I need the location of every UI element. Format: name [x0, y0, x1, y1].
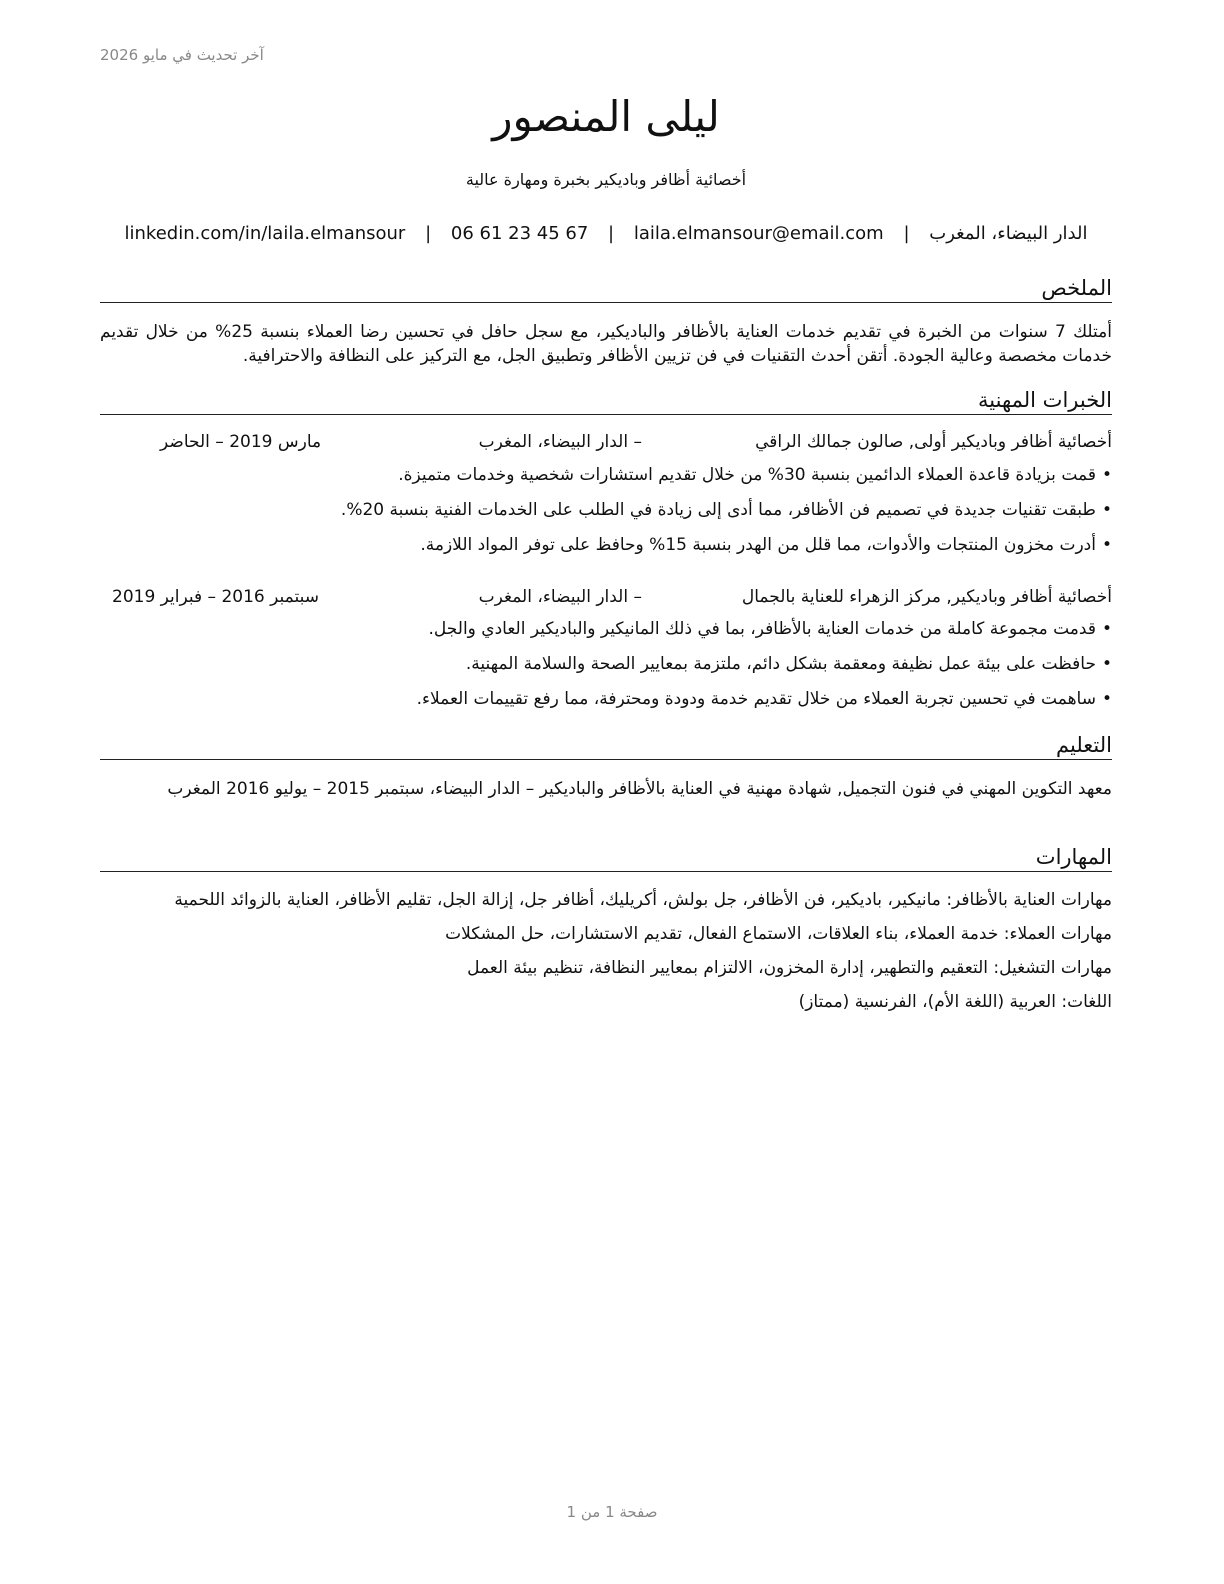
candidate-name: ليلى المنصور [492, 92, 720, 141]
contact-separator: | [608, 223, 615, 244]
experience-heading: الخبرات المهنية [100, 388, 1112, 415]
job-bullet-text: قدمت مجموعة كاملة من خدمات العناية بالأظافر، بما في ذلك المانيكير والباديكير العادي والجل. [428, 619, 1096, 639]
job-dates: مارس 2019 – الحاضر [160, 432, 322, 452]
job-title: أخصائية أظافر وباديكير أولى, صالون جمالك الراقي [755, 432, 1112, 452]
job-bullet: •ساهمت في تحسين تجربة العملاء من خلال تقديم خدمة ودودة ومحترفة، مما رفع تقييمات العملاء. [416, 689, 1112, 709]
contact-location: الدار البيضاء، المغرب [929, 223, 1088, 244]
job-bullet-text: أدرت مخزون المنتجات والأدوات، مما قلل من الهدر بنسبة 15% وحافظ على توفر المواد اللازمة. [420, 535, 1096, 555]
summary-heading: الملخص [100, 276, 1112, 303]
job-dates: سبتمبر 2016 – فبراير 2019 [112, 587, 319, 607]
job-bullet-text: طبقت تقنيات جديدة في تصميم فن الأظافر، مما أدى إلى زيادة في الطلب على الخدمات الفنية بنسبة 20%. [340, 500, 1096, 520]
job-location: – الدار البيضاء، المغرب [478, 432, 642, 452]
skill-item: مهارات العملاء: خدمة العملاء، بناء العلاقات، الاستماع الفعال، تقديم الاستشارات، حل المشكلات [445, 924, 1112, 944]
skills-list [100, 888, 1112, 1024]
education-heading: التعليم [100, 733, 1112, 760]
job-bullet: •حافظت على بيئة عمل نظيفة ومعقمة بشكل دائم، ملتزمة بمعايير الصحة والسلامة المهنية. [465, 654, 1112, 674]
job-bullet-text: ساهمت في تحسين تجربة العملاء من خلال تقديم خدمة ودودة ومحترفة، مما رفع تقييمات العملاء. [416, 689, 1096, 709]
education-text: معهد التكوين المهني في فنون التجميل, شهادة مهنية في العناية بالأظافر والباديكير – الدار البيضاء، سبتمبر 2015 – يوليو 2016 المغرب [167, 779, 1112, 799]
job-bullets [100, 463, 1112, 568]
resume-page [100, 0, 1112, 1584]
job-bullet: •قدمت مجموعة كاملة من خدمات العناية بالأظافر، بما في ذلك المانيكير والباديكير العادي والجل. [428, 619, 1112, 639]
job-header [100, 432, 1112, 458]
job-location: – الدار البيضاء، المغرب [478, 587, 642, 607]
job-header [100, 587, 1112, 613]
skill-item: مهارات التشغيل: التعقيم والتطهير، إدارة المخزون، الالتزام بمعايير النظافة، تنظيم بيئة العمل [467, 958, 1112, 978]
skills-heading: المهارات [100, 845, 1112, 872]
job-bullet-text: قمت بزيادة قاعدة العملاء الدائمين بنسبة 30% من خلال تقديم استشارات شخصية وخدمات متميزة. [398, 465, 1096, 485]
candidate-tagline: أخصائية أظافر وباديكير بخبرة ومهارة عالية [465, 170, 747, 189]
contact-phone[interactable]: 06 61 23 45 67 [450, 223, 589, 244]
job-bullet: •طبقت تقنيات جديدة في تصميم فن الأظافر، مما أدى إلى زيادة في الطلب على الخدمات الفنية بنسبة 20%. [340, 500, 1112, 520]
job-bullet: •أدرت مخزون المنتجات والأدوات، مما قلل من الهدر بنسبة 15% وحافظ على توفر المواد اللازمة. [420, 535, 1112, 555]
job-title: أخصائية أظافر وباديكير, مركز الزهراء للعناية بالجمال [741, 587, 1112, 607]
contact-email[interactable]: laila.elmansour@email.com [633, 223, 884, 244]
job-bullet: •قمت بزيادة قاعدة العملاء الدائمين بنسبة 30% من خلال تقديم استشارات شخصية وخدمات متميزة. [398, 465, 1112, 485]
skill-item: اللغات: العربية (اللغة الأم)، الفرنسية (ممتاز) [798, 992, 1112, 1012]
job-bullet-text: حافظت على بيئة عمل نظيفة ومعقمة بشكل دائم، ملتزمة بمعايير الصحة والسلامة المهنية. [465, 654, 1096, 674]
page-number: صفحة 1 من 1 [566, 1503, 658, 1521]
skill-item: مهارات العناية بالأظافر: مانيكير، باديكير، فن الأظافر، جل بولش، أكريليك، أظافر جل، إزالة الجل، تقليم الأظافر، العناية بالزوائد اللحمية [174, 890, 1112, 910]
contact-separator: | [903, 223, 910, 244]
contact-separator: | [425, 223, 432, 244]
contact-linkedin[interactable]: linkedin.com/in/laila.elmansour [124, 223, 406, 244]
job-bullets [100, 617, 1112, 722]
summary-text: أمتلك 7 سنوات من الخبرة في تقديم خدمات العناية بالأظافر والباديكير، مع سجل حافل في تحسين رضا العملاء بنسبة 25% من خلال تقديم خدمات مخصصة وعالية الجودة. أتقن أحدث التقنيات في فن تزيين الأظافر وتطبيق الجل، مع التركيز على النظافة والاحترافية. [100, 322, 1112, 366]
contact-line [100, 223, 1112, 244]
last-updated-note: آخر تحديث في مايو 2026 [100, 46, 264, 64]
